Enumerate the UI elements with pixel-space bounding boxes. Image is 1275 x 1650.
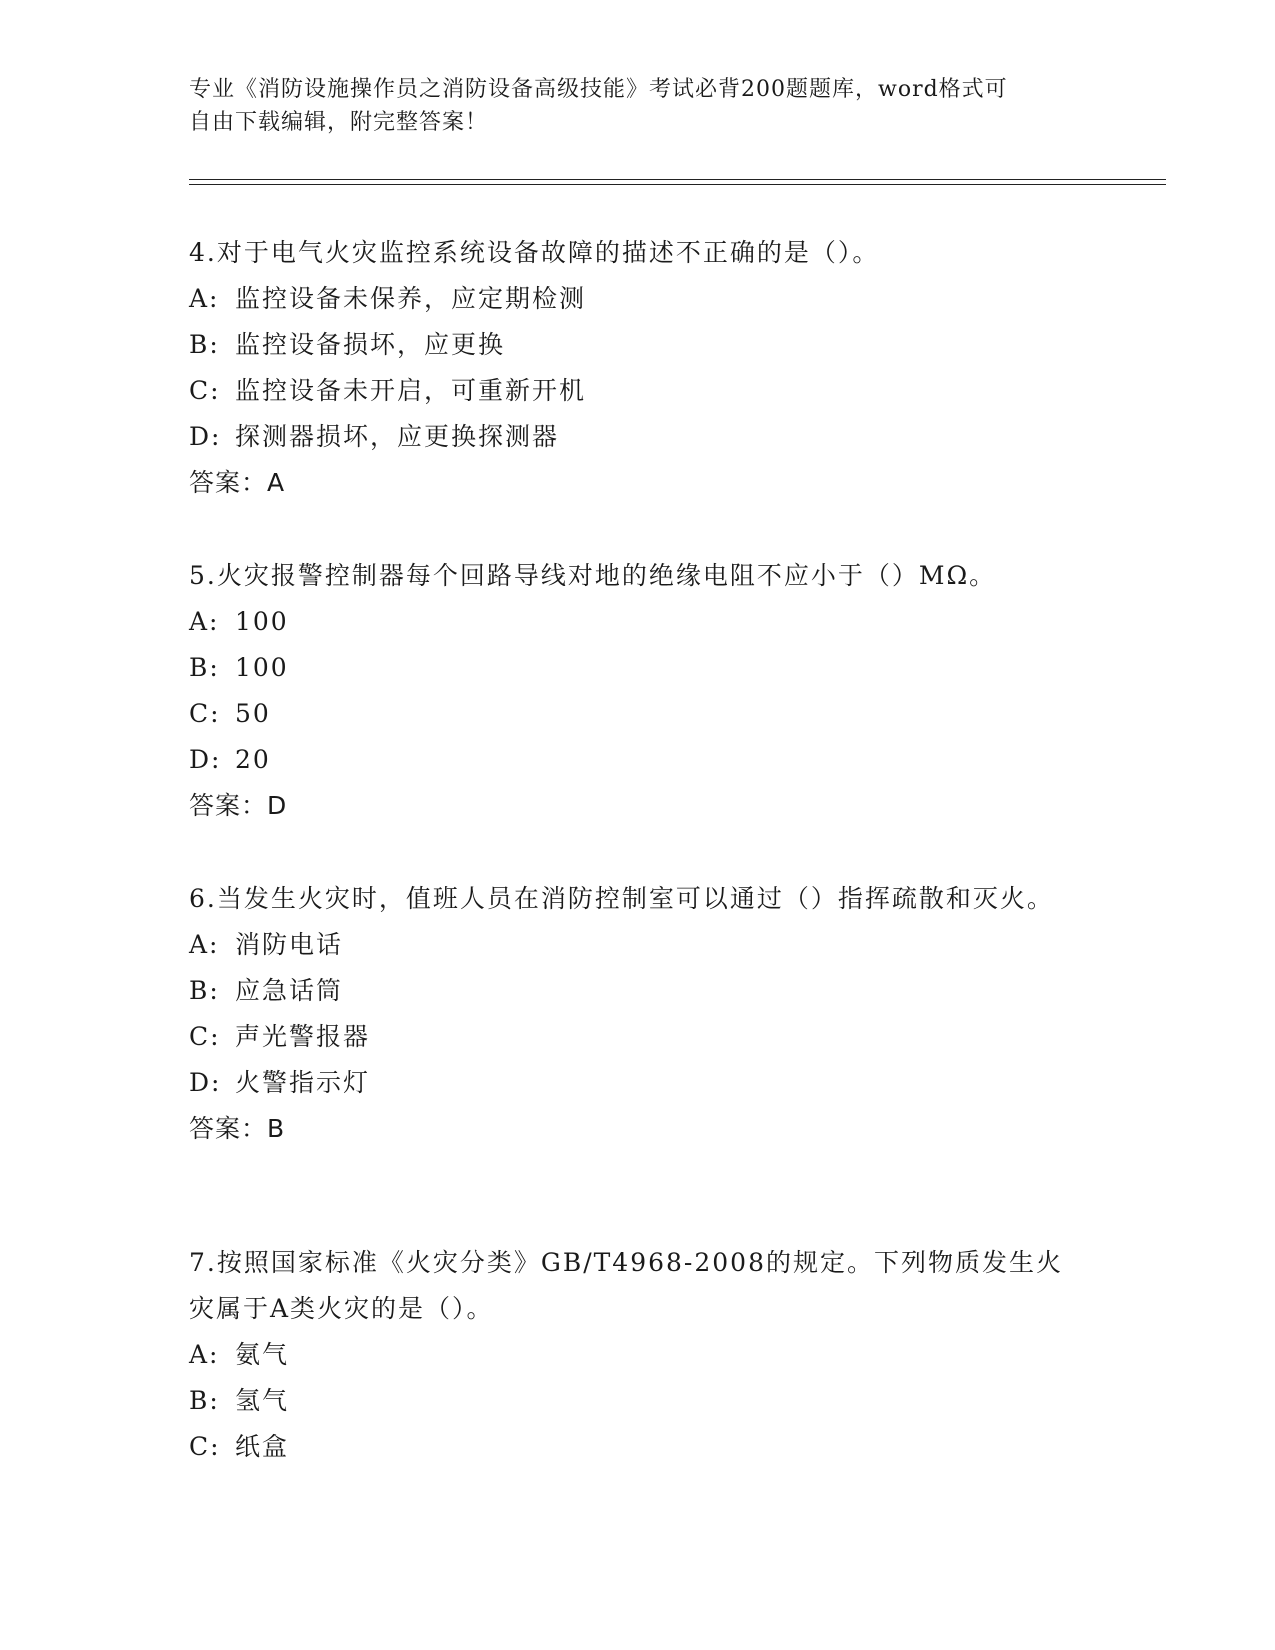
option-label: B: — [189, 330, 220, 359]
header-line-2: 自由下载编辑，附完整答案！ — [189, 110, 489, 135]
header-divider-top — [189, 179, 1166, 180]
option-text: 纸盒 — [235, 1432, 290, 1461]
option-label: C: — [189, 1022, 221, 1051]
option-b — [189, 968, 1089, 1014]
option-label: C: — [189, 376, 221, 405]
option-text: 100 — [235, 607, 289, 636]
option-label: D: — [189, 1068, 222, 1097]
option-label: D: — [189, 422, 222, 451]
option-label: C: — [189, 699, 221, 728]
option-text: 声光警报器 — [235, 1022, 371, 1051]
option-c — [189, 1424, 1089, 1470]
option-label: B: — [189, 976, 220, 1005]
option-b — [189, 1378, 1089, 1424]
option-text: 监控设备未保养，应定期检测 — [235, 284, 587, 313]
option-text: 监控设备未开启，可重新开机 — [235, 376, 587, 405]
option-label: A: — [189, 284, 220, 313]
option-text: 50 — [235, 699, 271, 728]
question-4 — [189, 230, 1089, 506]
question-stem: 6.当发生火灾时，值班人员在消防控制室可以通过（）指挥疏散和灭火。 — [189, 884, 1054, 913]
answer: 答案：A — [189, 468, 286, 497]
question-stem: 4.对于电气火灾监控系统设备故障的描述不正确的是（）。 — [189, 238, 880, 267]
question-stem: 7.按照国家标准《火灾分类》GB/T4968-2008的规定。下列物质发生火灾属于A类火灾的是（）。 — [189, 1248, 1063, 1323]
option-label: D: — [189, 745, 222, 774]
option-label: A: — [189, 1340, 220, 1369]
option-label: B: — [189, 1386, 220, 1415]
option-label: A: — [189, 930, 220, 959]
option-text: 消防电话 — [235, 930, 344, 959]
answer: 答案：D — [189, 791, 288, 820]
option-text: 火警指示灯 — [235, 1068, 371, 1097]
question-5 — [189, 553, 1089, 829]
option-text: 探测器损坏，应更换探测器 — [235, 422, 560, 451]
option-label: C: — [189, 1432, 221, 1461]
question-stem: 5.火灾报警控制器每个回路导线对地的绝缘电阻不应小于（）MΩ。 — [189, 561, 997, 590]
header-line-1: 专业《消防设施操作员之消防设备高级技能》考试必背200题题库，word格式可 — [189, 77, 1008, 102]
option-b — [189, 322, 1089, 368]
question-6 — [189, 876, 1089, 1152]
option-a — [189, 599, 1089, 645]
option-d — [189, 1060, 1089, 1106]
option-text: 监控设备损坏，应更换 — [235, 330, 506, 359]
option-d — [189, 414, 1089, 460]
option-text: 100 — [235, 653, 289, 682]
option-c — [189, 368, 1089, 414]
option-c — [189, 691, 1089, 737]
question-7 — [189, 1240, 1089, 1470]
option-label: A: — [189, 607, 220, 636]
answer: 答案：B — [189, 1114, 286, 1143]
document-header — [189, 73, 1089, 139]
option-text: 20 — [235, 745, 271, 774]
option-d — [189, 737, 1089, 783]
option-text: 氨气 — [235, 1340, 290, 1369]
option-a — [189, 922, 1089, 968]
option-text: 氢气 — [235, 1386, 290, 1415]
option-text: 应急话筒 — [235, 976, 344, 1005]
option-c — [189, 1014, 1089, 1060]
option-b — [189, 645, 1089, 691]
header-divider-bottom — [189, 184, 1166, 185]
option-label: B: — [189, 653, 220, 682]
option-a — [189, 1332, 1089, 1378]
option-a — [189, 276, 1089, 322]
